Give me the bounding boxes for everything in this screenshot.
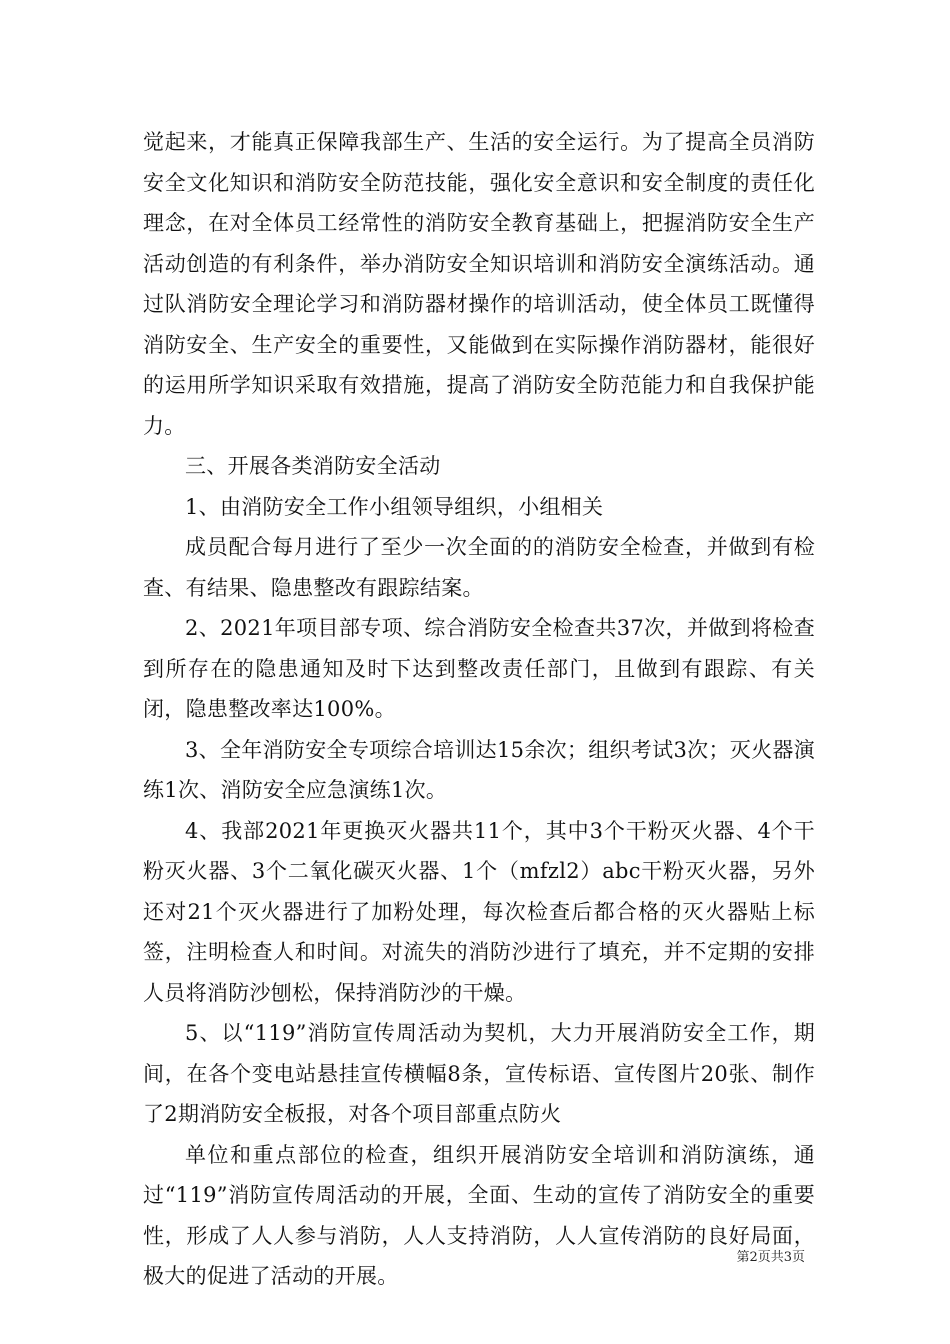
list-item-1-continued: 成员配合每月进行了至少一次全面的的消防安全检查，并做到有检查、有结果、隐患整改有跟踪结案。 — [143, 535, 815, 600]
list-item-3: 3、全年消防安全专项综合培训达15余次；组织考试3次；灭火器演练1次、消防安全应急演练1次。 — [143, 737, 815, 802]
list-item-1: 1、由消防安全工作小组领导组织，小组相关 — [185, 494, 604, 519]
list-item-5: 5、以“119”消防宣传周活动为契机，大力开展消防安全工作，期间，在各个变电站悬挂宣传横幅8条，宣传标语、宣传图片20张、制作了2期消防安全板报，对各个项目部重点防火 — [143, 1021, 815, 1126]
list-item-4: 4、我部2021年更换灭火器共11个，其中3个干粉灭火器、4个干粉灭火器、3个二氧化碳灭火器、1个（mfzl2）abc干粉灭火器，另外还对21个灭火器进行了加粉处理，每次检查后都合格的灭火器贴上标签，注明检查人和时间。对流失的消防沙进行了填充，并不定期的安排人员将消防沙刨松，保持消防沙的干燥。 — [143, 818, 815, 1005]
section-heading: 三、开展各类消防安全活动 — [185, 454, 441, 478]
paragraph-continuation: 觉起来，才能真正保障我部生产、生活的安全运行。为了提高全员消防安全文化知识和消防安全防范技能，强化安全意识和安全制度的责任化理念，在对全体员工经常性的消防安全教育基础上，把握消防安全生产活动创造的有利条件，举办消防安全知识培训和消防安全演练活动。通过队消防安全理论学习和消防器材操作的培训活动，使全体员工既懂得消防安全、生产安全的重要性，又能做到在实际操作消防器材，能很好的运用所学知识采取有效措施，提高了消防安全防范能力和自我保护能力。 — [143, 130, 815, 438]
list-item-5-continued: 单位和重点部位的检查，组织开展消防安全培训和消防演练，通过“119”消防宣传周活动的开展，全面、生动的宣传了消防安全的重要性，形成了人人参与消防，人人支持消防，人人宣传消防的良好局面，极大的促进了活动的开展。 — [143, 1142, 815, 1288]
page-number: 第2页共3页 — [736, 1250, 805, 1265]
body-text — [143, 122, 815, 1297]
list-item-2: 2、2021年项目部专项、综合消防安全检查共37次，并做到将检查到所存在的隐患通知及时下达到整改责任部门，且做到有跟踪、有关闭，隐患整改率达100%。 — [143, 616, 815, 721]
